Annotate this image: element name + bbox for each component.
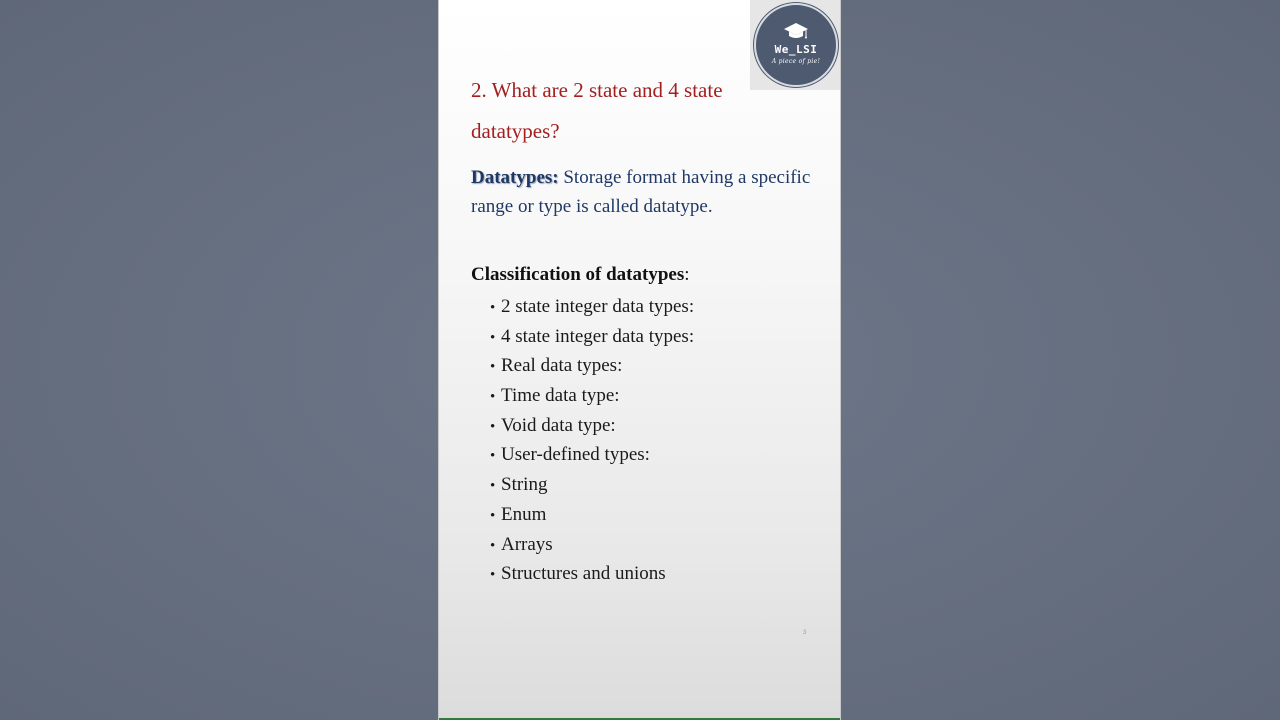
classification-heading [471,261,690,289]
datatype-list [490,292,694,589]
question-title: 2. What are 2 state and 4 state datatypes? [471,78,723,143]
list-item: • Time data type: [490,381,694,411]
definition-text: Storage format having a specific range or type is called datatype. [471,167,811,217]
list-item: • 4 state integer data types: [490,322,694,352]
logo-tagline: A piece of pie! [771,57,821,65]
bullet-icon: • [490,389,496,406]
bullet-icon: • [490,537,496,554]
bullet-icon: • [490,448,496,465]
bullet-icon: • [490,418,496,435]
list-item: • Void data type: [490,411,694,441]
list-item: • Enum [490,500,694,530]
channel-logo [750,0,841,90]
graduation-cap-icon [783,22,809,42]
logo-badge [754,3,838,87]
bullet-icon: • [490,300,496,316]
classification-label: Classification of datatypes [471,264,685,285]
bullet-icon: • [490,507,496,524]
logo-name: We_LSI [774,42,818,56]
list-item: • 2 state integer data types: [490,292,694,322]
list-item: • Arrays [490,530,694,560]
list-item: • String [490,470,694,500]
classification-colon: : [684,264,690,285]
bullet-icon: • [490,359,496,376]
bullet-icon: • [490,567,496,584]
page-number: 3 [803,630,807,636]
slide-page [438,0,841,720]
definition-term: Datatypes: [471,167,559,188]
bullet-icon: • [490,329,496,346]
list-item: • Structures and unions [490,559,694,589]
bullet-icon: • [490,478,496,495]
datatype-definition [471,163,821,221]
list-item: • User-defined types: [490,440,694,470]
list-item: • Real data types: [490,351,694,381]
